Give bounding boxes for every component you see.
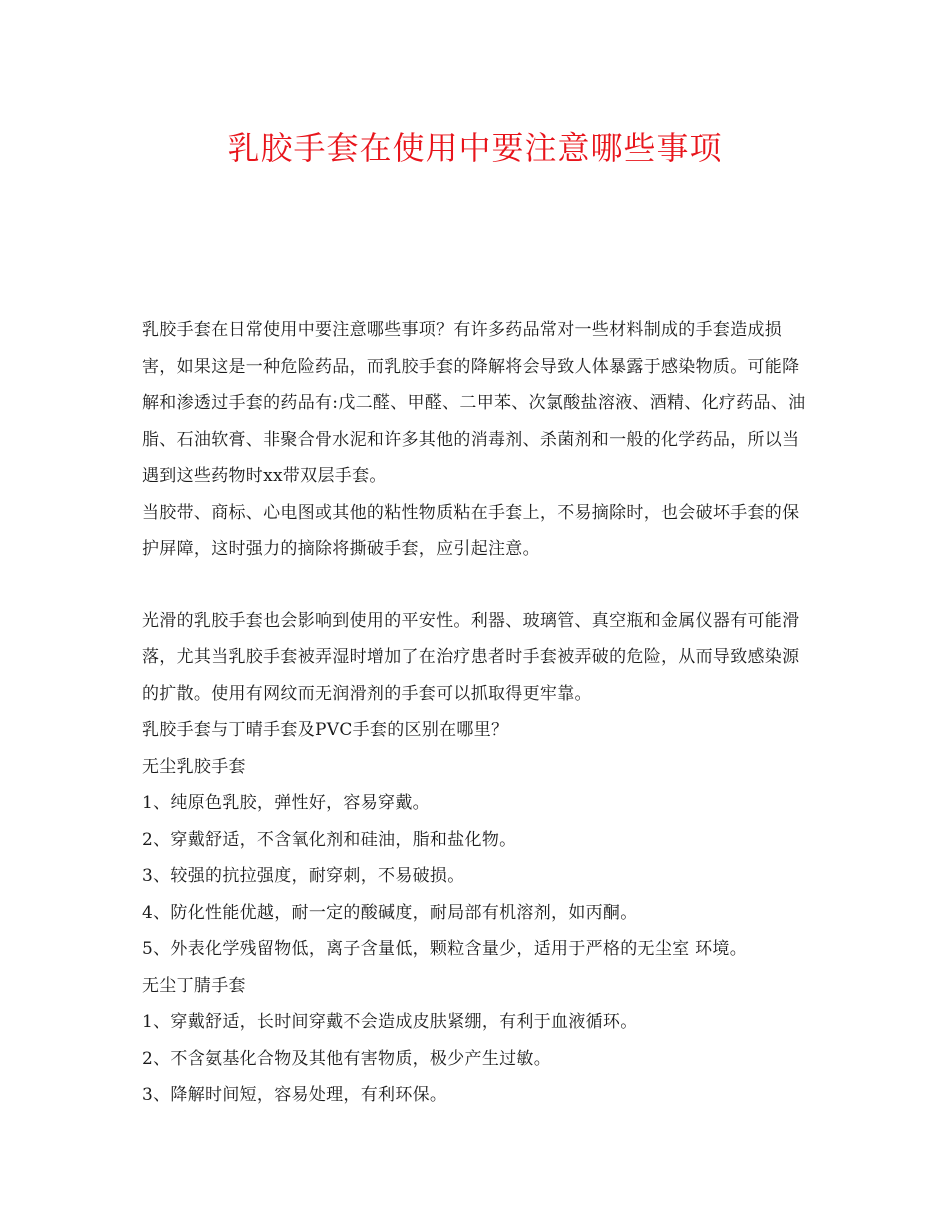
list-item: 3、降解时间短，容易处理，有利环保。 [142, 1085, 448, 1105]
section-question: 乳胶手套与丁晴手套及PVC手套的区别在哪里？ [142, 720, 509, 740]
paragraph-adhesive: 当胶带、商标、心电图或其他的粘性物质粘在手套上，不易摘除时，也会破坏手套的保护屏障，这时强力的摘除将撕破手套，应引起注意。 [142, 502, 800, 559]
paragraph-intro: 乳胶手套在日常使用中要注意哪些事项？有许多药品常对一些材料制成的手套造成损害，如果这是一种危险药品，而乳胶手套的降解将会导致人体暴露于感染物质。可能降解和渗透过手套的药品有:戊二醛、甲醛、二甲苯、次氯酸盐溶液、酒精、化疗药品、油脂、石油软膏、非聚合骨水泥和许多其他的消毒剂、杀菌剂和一般的化学药品，所以当遇到这些药物时xx带双层手套。 [142, 320, 806, 486]
list-item: 3、较强的抗拉强度，耐穿刺，不易破损。 [142, 866, 465, 886]
section-heading-nitrile: 无尘丁腈手套 [142, 975, 246, 996]
paragraph-spacer [142, 568, 812, 603]
list-item: 1、纯原色乳胶，弹性好，容易穿戴。 [142, 793, 430, 813]
list-item: 4、防化性能优越，耐一定的酸碱度，耐局部有机溶剂，如丙酮。 [142, 902, 638, 923]
document-body [142, 312, 812, 1114]
list-item: 5、外表化学残留物低，离子含量低，颗粒含量少，适用于严格的无尘室 环境。 [142, 939, 748, 959]
list-item: 2、穿戴舒适，不含氧化剂和硅油，脂和盐化物。 [142, 829, 517, 850]
paragraph-slippery: 光滑的乳胶手套也会影响到使用的平安性。利器、玻璃管、真空瓶和金属仪器有可能滑落，尤其当乳胶手套被弄湿时增加了在治疗患者时手套被弄破的危险，从而导致感染源的扩散。使用有网纹而无润滑剂的手套可以抓取得更牢靠。 [142, 610, 800, 704]
list-item: 1、穿戴舒适，长时间穿戴不会造成皮肤紧绷，有利于血液循环。 [142, 1012, 638, 1032]
section-heading-latex: 无尘乳胶手套 [142, 756, 246, 777]
list-item: 2、不含氨基化合物及其他有害物质，极少产生过敏。 [142, 1048, 552, 1069]
document-title: 乳胶手套在使用中要注意哪些事项 [227, 129, 723, 167]
